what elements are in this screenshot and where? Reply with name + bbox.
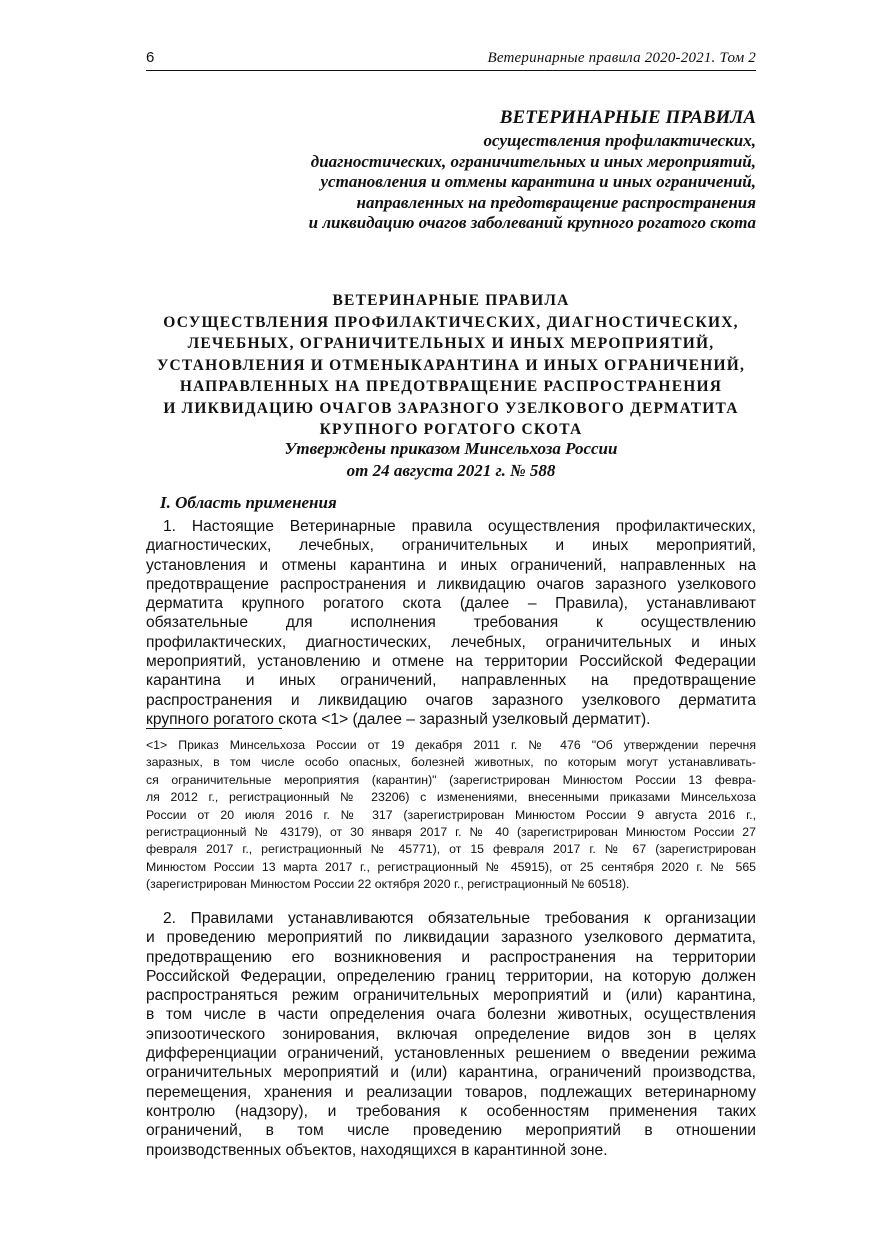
running-title: Ветеринарные правила 2020-2021. Том 2 <box>487 50 756 66</box>
footnote <box>146 737 756 894</box>
paragraph-line: дифференциации ограничений, установленных решением о введении режима <box>146 1045 756 1063</box>
title-block-title: ВЕТЕРИНАРНЫЕ ПРАВИЛА <box>499 107 756 128</box>
footnote-separator <box>146 728 282 729</box>
paragraph-line: обязательные для исполнения требования к осуществлению <box>146 614 756 632</box>
approval-note <box>146 438 756 482</box>
paragraph-line: диагностических, лечебных, ограничительных и иных мероприятий, <box>146 537 756 555</box>
paragraph-line: распространяться режим ограничительных мероприятий и (или) карантина, <box>146 987 756 1005</box>
title-block-line: и ликвидацию очагов заболеваний крупного рогатого скота <box>308 213 756 232</box>
paragraph-line: крупного рогатого скота <1> (далее – заразный узелковый дерматит). <box>146 710 651 728</box>
paragraph-line: установления и отмены карантина и иных ограничений, направленных на <box>146 556 756 574</box>
footnote-line: регистрационный № 43179), от 30 января 2017 г. № 40 (зарегистрирован Минюстом России 27 <box>146 824 756 839</box>
paragraph-line: распространения и ликвидацию очагов заразного узелкового дерматита <box>146 691 756 709</box>
paragraph-line: дерматита крупного рогатого скота (далее – Правила), устанавливают <box>146 595 756 613</box>
paragraph-line: ограничительных мероприятий и (или) карантина, ограничений производства, <box>146 1064 756 1082</box>
paragraph-line: профилактических, диагностических, лечебных, ограничительных и иных <box>146 633 756 651</box>
section-title: I. Область применения <box>160 493 337 512</box>
title-block <box>146 106 756 234</box>
paragraph-line: 2. Правилами устанавливаются обязательные требования к организации <box>163 910 756 927</box>
title-block-line: диагностических, ограничительных и иных мероприятий, <box>310 151 756 171</box>
title-block-line: установления и отмены карантина и иных ограничений, <box>320 172 756 191</box>
footnote-line: России от 20 июля 2016 г. № 317 (зарегистрирован Минюстом России 9 августа 2016 г., <box>146 807 756 822</box>
main-heading-line: ЛЕЧЕБНЫХ, ОГРАНИЧИТЕЛЬНЫХ И ИНЫХ МЕРОПРИЯТИЙ, <box>187 335 715 352</box>
title-block-line: направленных на предотвращение распространения <box>356 192 756 212</box>
paragraph-2 <box>146 909 756 1160</box>
main-heading-line: КРУПНОГО РОГАТОГО СКОТА <box>319 421 583 438</box>
running-header <box>146 46 756 71</box>
footnote-line: ля 2012 г., регистрационный № 23206) с изменениями, внесенными приказами Минсельхоза <box>146 790 756 805</box>
footnote-line: февраля 2017 г., регистрационный № 45771), от 15 февраля 2017 г. № 67 (зарегистрирован <box>146 842 756 857</box>
paragraph-line: эпизоотического зонирования, включая определение видов зон в целях <box>146 1025 756 1043</box>
main-heading-line: УСТАНОВЛЕНИЯ И ОТМЕНЫКАРАНТИНА И ИНЫХ ОГРАНИЧЕНИЙ, <box>156 356 746 374</box>
paragraph-line: мероприятий, установлению и отмене на территории Российской Федерации <box>146 653 756 671</box>
paragraph-1 <box>146 517 756 729</box>
main-heading-line: ОСУЩЕСТВЛЕНИЯ ПРОФИЛАКТИЧЕСКИХ, ДИАГНОСТИЧЕСКИХ, <box>163 313 739 331</box>
paragraph-line: производственных объектов, находящихся в карантинной зоне. <box>146 1141 608 1159</box>
paragraph-line: Российской Федерации, определению границ территории, на которую должен <box>146 967 756 985</box>
paragraph-line: предотвращению его возникновения и распространения на территории <box>146 948 756 966</box>
approval-line: Утверждены приказом Минсельхоза России <box>284 439 618 458</box>
approval-line: от 24 августа 2021 г. № 588 <box>346 461 556 480</box>
footnote-line: ся ограничительные мероприятия (карантин)" (зарегистрирован Минюстом России 13 февра- <box>146 772 756 787</box>
paragraph-line: 1. Настоящие Ветеринарные правила осуществления профилактических, <box>163 518 756 535</box>
footnote-line: <1> Приказ Минсельхоза России от 19 декабря 2011 г. № 476 "Об утверждении перечня <box>146 738 756 752</box>
paragraph-line: перемещения, хранения и реализации товаров, подлежащих ветеринарному <box>146 1083 756 1101</box>
title-block-line: осуществления профилактических, <box>483 131 756 150</box>
paragraph-line: в том числе в части определения очага болезни животных, осуществления <box>146 1006 756 1024</box>
footnote-line: (зарегистрирован Минюстом России 22 октября 2020 г., регистрационный № 60518). <box>146 877 630 892</box>
paragraph-line: карантина и иных ограничений, направленных на предотвращение <box>146 672 756 690</box>
main-heading-line: И ЛИКВИДАЦИЮ ОЧАГОВ ЗАРАЗНОГО УЗЕЛКОВОГО ДЕРМАТИТА <box>163 399 739 417</box>
main-heading <box>146 290 756 441</box>
paragraph-line: ограничений, в том числе проведению мероприятий в отношении <box>146 1122 756 1140</box>
paragraph-line: и проведению мероприятий по ликвидации заразного узелкового дерматита, <box>146 929 756 947</box>
footnote-line: Минюстом России 13 марта 2017 г., регистрационный № 45915), от 25 сентября 2020 г. № 565 <box>146 859 756 874</box>
paragraph-line: контролю (надзору), и требования к особенностям применения таких <box>146 1102 756 1120</box>
footnote-line: заразных, в том числе особо опасных, болезней животных, по которым могут устанавливать- <box>146 755 756 770</box>
paragraph-line: предотвращение распространения и ликвидацию очагов заразного узелкового <box>146 575 756 593</box>
main-heading-line: ВЕТЕРИНАРНЫЕ ПРАВИЛА <box>332 292 570 309</box>
main-heading-line: НАПРАВЛЕННЫХ НА ПРЕДОТВРАЩЕНИЕ РАСПРОСТРАНЕНИЯ <box>179 378 723 395</box>
page-number: 6 <box>146 49 155 66</box>
